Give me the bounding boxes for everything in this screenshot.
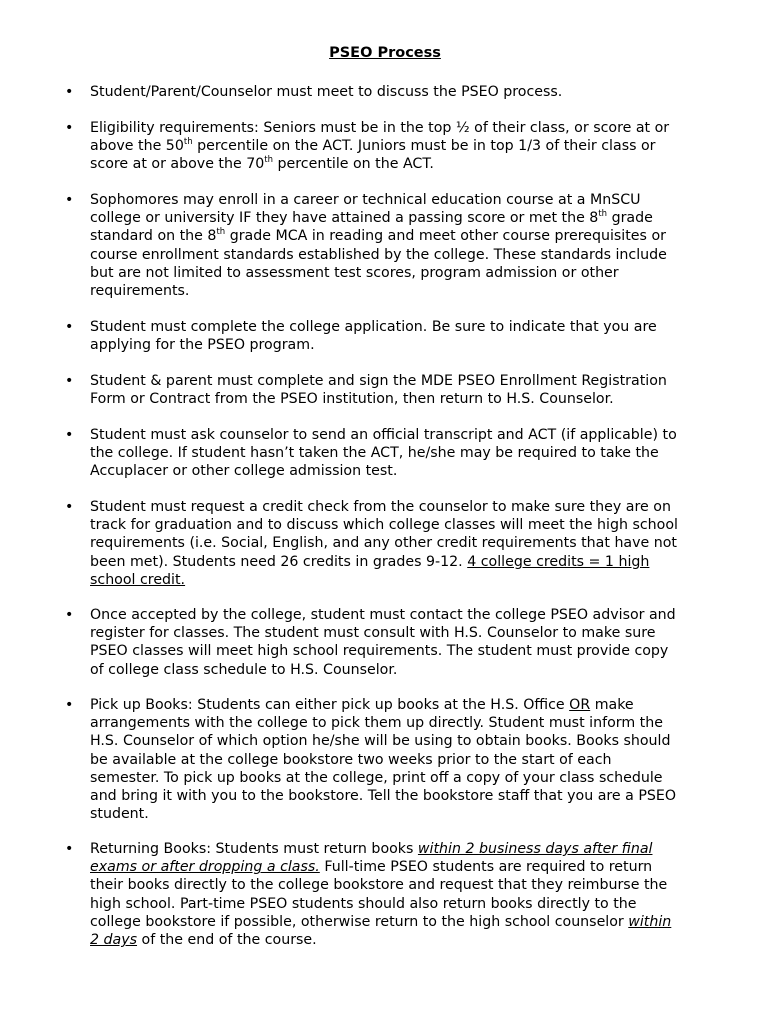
text-run: H.S. Counselor of which option he/she will be using to obtain books. Books should	[90, 733, 671, 750]
text-run: but are not limited to assessment test scores, program admission or other	[90, 264, 619, 281]
text-run: Pick up Books: Students can either pick up books at the H.S. Office	[90, 697, 570, 713]
text-line	[90, 155, 730, 173]
text-line	[90, 769, 730, 787]
text-run: within 2 business days after final	[417, 841, 653, 857]
text-run: Student must complete the college application. Be sure to indicate that you are	[90, 319, 657, 335]
text-line	[90, 696, 730, 714]
text-run: Once accepted by the college, student must contact the college PSEO advisor and	[90, 607, 676, 623]
text-line	[90, 787, 730, 805]
text-run: PSEO classes will meet high school requirements. The student must provide copy	[90, 643, 669, 660]
ordinal-suffix: th	[598, 209, 608, 220]
bullet-icon: •	[65, 84, 74, 100]
bullet-icon: •	[65, 607, 74, 623]
text-line	[90, 516, 730, 534]
text-run: college bookstore if possible, otherwise return to the high school counselor	[90, 913, 629, 930]
text-run: and bring it with you to the bookstore. Tell the bookstore staff that you are a PSEO	[90, 788, 677, 805]
list-item-text	[90, 191, 730, 300]
text-line	[90, 137, 730, 155]
text-line	[90, 264, 730, 282]
text-line	[90, 462, 730, 480]
text-line	[90, 119, 730, 137]
text-line	[90, 534, 730, 552]
text-run: Student/Parent/Counselor must meet to discuss the PSEO process.	[90, 84, 563, 100]
list-item-text	[90, 426, 730, 481]
text-line	[90, 732, 730, 750]
list-item-text	[90, 119, 730, 174]
text-line	[90, 913, 730, 931]
list-item-text	[90, 318, 730, 354]
text-line	[90, 895, 730, 913]
text-line	[90, 624, 730, 642]
bullet-icon: •	[65, 192, 74, 208]
text-run: Accuplacer or other college admission test.	[90, 463, 398, 480]
text-run: Returning Books: Students must return books	[90, 841, 418, 857]
text-line	[90, 858, 730, 876]
text-line	[90, 282, 730, 300]
page-title: PSEO Process	[329, 45, 441, 61]
text-line	[90, 498, 730, 516]
list-item-text	[90, 840, 730, 949]
text-run: above the 50	[90, 138, 184, 155]
text-line	[90, 390, 730, 408]
bullet-icon: •	[65, 499, 74, 515]
text-line	[90, 661, 730, 679]
text-line	[90, 876, 730, 894]
text-line	[90, 191, 730, 209]
text-line	[90, 444, 730, 462]
list-item-text	[90, 372, 730, 408]
text-line	[90, 246, 730, 264]
bullet-icon: •	[65, 841, 74, 857]
text-run: percentile on the ACT. Juniors must be in top 1/3 of their class or	[192, 138, 656, 155]
text-run: Student must request a credit check from the counselor to make sure they are on	[90, 499, 671, 515]
text-line	[90, 318, 730, 336]
list-item-text	[90, 498, 730, 589]
bullet-icon: •	[65, 319, 74, 335]
bullet-icon: •	[65, 427, 74, 443]
bullet-icon: •	[65, 697, 74, 713]
text-line	[90, 83, 730, 101]
ordinal-suffix: th	[264, 155, 274, 166]
ordinal-suffix: th	[183, 137, 193, 148]
text-run: Sophomores may enroll in a career or technical education course at a MnSCU	[90, 192, 641, 208]
text-run: within	[628, 913, 672, 930]
text-run: course enrollment standards established by the college. These standards include	[90, 246, 667, 263]
text-run: of the end of the course.	[137, 932, 317, 949]
text-line	[90, 805, 730, 823]
bullet-icon: •	[65, 120, 74, 136]
text-run: exams or after dropping a class.	[90, 859, 320, 876]
text-line	[90, 553, 730, 571]
text-run: semester. To pick up books at the college, print off a copy of your class schedule	[90, 769, 663, 786]
text-line	[90, 571, 730, 589]
text-run: requirements (i.e. Social, English, and any other credit requirements that have not	[90, 535, 677, 552]
text-run: Eligibility requirements: Seniors must be in the top ½ of their class, or score at or	[90, 120, 670, 136]
text-run: percentile on the ACT.	[273, 156, 434, 173]
text-line	[90, 606, 730, 624]
text-run: college or university IF they have attained a passing score or met the 8	[90, 210, 599, 227]
text-run: make	[590, 697, 634, 713]
text-run: arrangements with the college to pick them up directly. Student must inform the	[90, 715, 663, 732]
bullet-icon: •	[65, 373, 74, 389]
text-run: register for classes. The student must consult with H.S. Counselor to make sure	[90, 625, 656, 642]
ordinal-suffix: th	[216, 227, 226, 238]
list-item-text	[90, 696, 730, 823]
text-run: track for graduation and to discuss which college classes will meet the high school	[90, 517, 678, 534]
text-run: high school. Part-time PSEO students should also return books directly to the	[90, 895, 637, 912]
text-line	[90, 426, 730, 444]
text-run: school credit.	[90, 571, 186, 588]
text-run: Full-time PSEO students are required to return	[319, 859, 653, 876]
list-item-text	[90, 606, 730, 679]
text-run: OR	[569, 697, 591, 713]
text-run: standard on the 8	[90, 228, 217, 245]
list-item-text	[90, 83, 730, 101]
text-run: requirements.	[90, 283, 190, 300]
text-run: 4 college credits = 1 high	[467, 553, 650, 570]
text-run: their books directly to the college bookstore and request that they reimburse the	[90, 877, 668, 894]
text-run: score at or above the 70	[90, 156, 265, 173]
text-line	[90, 931, 730, 949]
text-run: grade MCA in reading and meet other course prerequisites or	[225, 228, 666, 245]
text-run: Student must ask counselor to send an official transcript and ACT (if applicable) to	[90, 427, 677, 443]
text-line	[90, 642, 730, 660]
text-line	[90, 751, 730, 769]
text-run: Student & parent must complete and sign the MDE PSEO Enrollment Registration	[90, 373, 667, 389]
text-run: been met). Students need 26 credits in grades 9-12.	[90, 553, 468, 570]
text-run: grade	[607, 210, 653, 227]
text-run: be available at the college bookstore two weeks prior to the start of each	[90, 751, 612, 768]
text-run: applying for the PSEO program.	[90, 337, 315, 354]
text-line	[90, 372, 730, 390]
text-run: Form or Contract from the PSEO institution, then return to H.S. Counselor.	[90, 391, 614, 408]
text-run: 2 days	[90, 932, 138, 949]
text-line	[90, 227, 730, 245]
text-line	[90, 336, 730, 354]
text-line	[90, 209, 730, 227]
text-line	[90, 714, 730, 732]
text-run: of college class schedule to H.S. Counselor.	[90, 661, 398, 678]
text-run: student.	[90, 806, 149, 823]
text-run: the college. If student hasn’t taken the ACT, he/she may be required to take the	[90, 445, 659, 462]
text-line	[90, 840, 730, 858]
